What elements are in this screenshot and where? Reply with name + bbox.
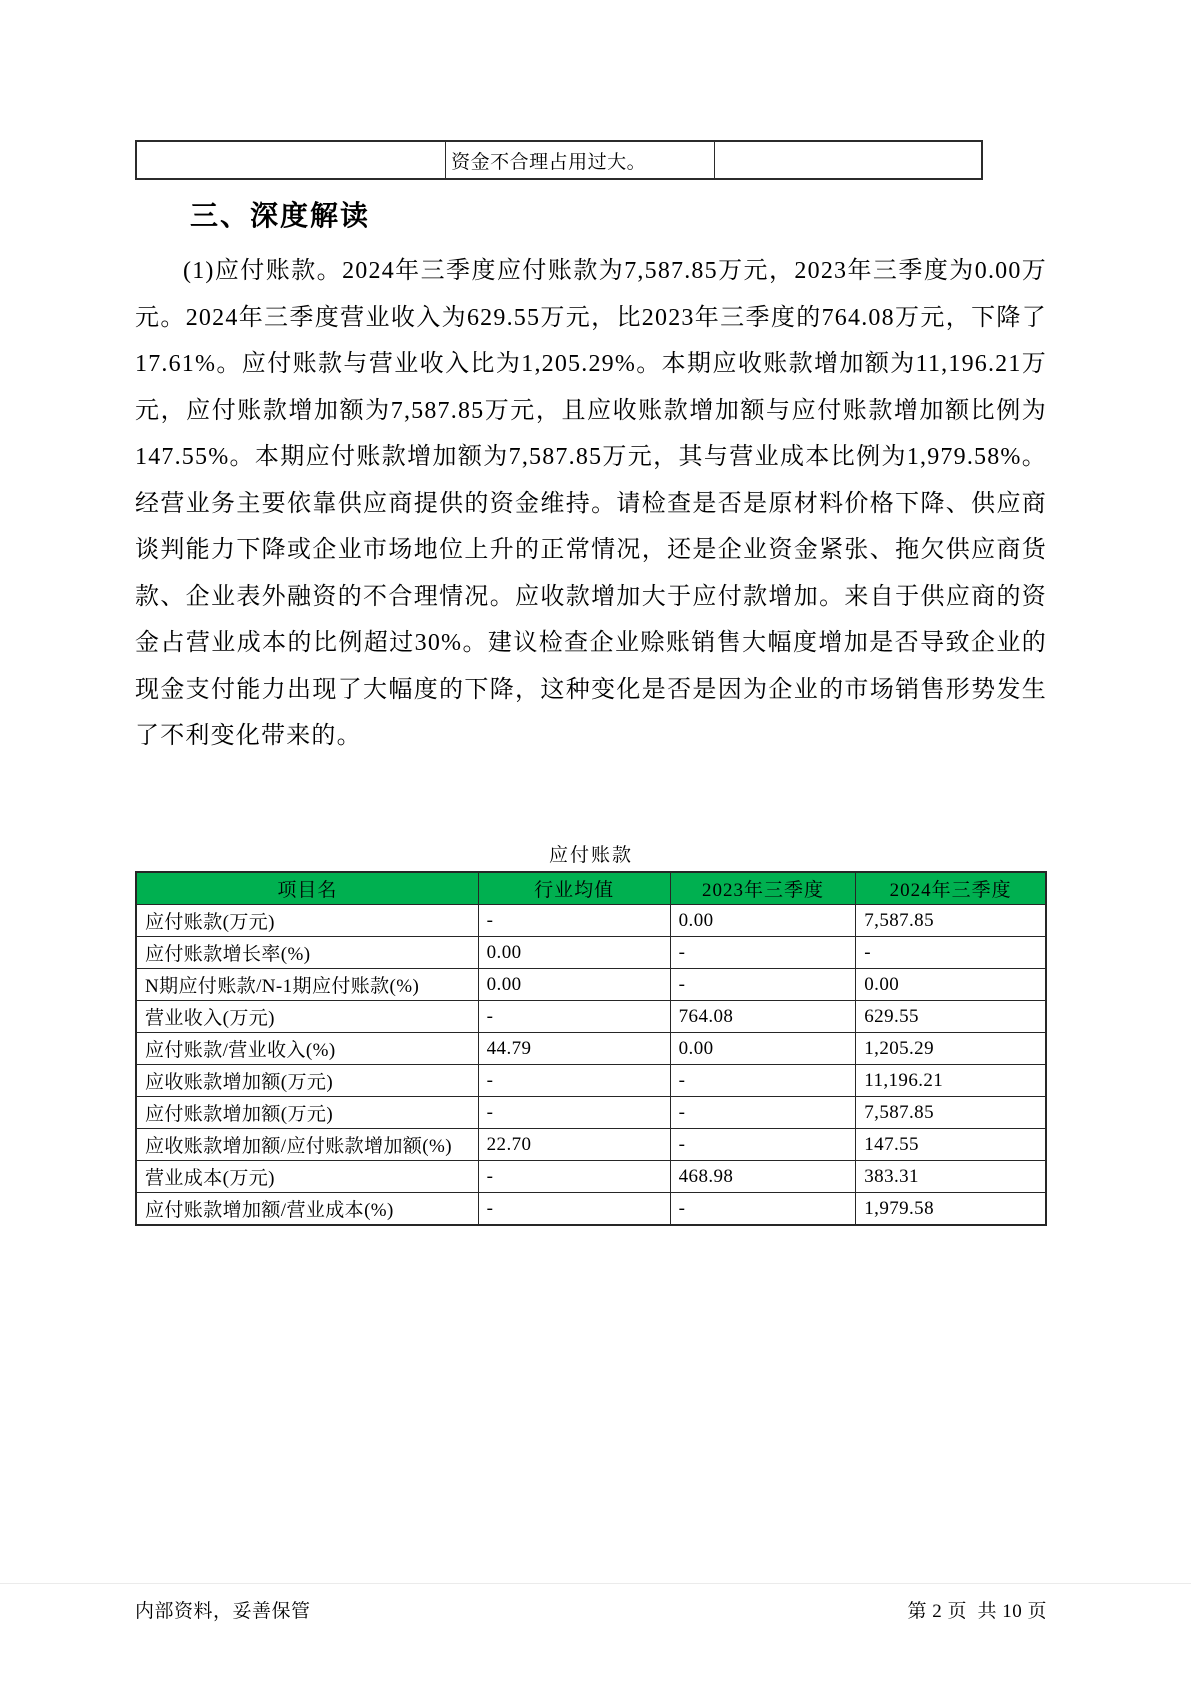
metric-name-cell: 营业成本(万元): [136, 1161, 478, 1193]
footer-page-number: 第 2 页 共 10 页: [907, 1601, 1047, 1622]
value-cell: 383.31: [856, 1161, 1046, 1193]
table-row: [136, 1065, 1046, 1097]
value-cell: 11,196.21: [856, 1065, 1046, 1097]
metric-name-cell: N期应付账款/N-1期应付账款(%): [136, 969, 478, 1001]
footer-divider: [0, 1583, 1191, 1584]
value-cell: 629.55: [856, 1001, 1046, 1033]
value-cell: -: [670, 1065, 856, 1097]
value-cell: 147.55: [856, 1129, 1046, 1161]
table-cell: 资金不合理占用过大。: [446, 141, 715, 179]
payables-table: [135, 871, 1047, 1226]
value-cell: -: [478, 1065, 670, 1097]
value-cell: -: [670, 969, 856, 1001]
table-row: [136, 1097, 1046, 1129]
value-cell: -: [670, 1129, 856, 1161]
value-cell: 7,587.85: [856, 1097, 1046, 1129]
value-cell: -: [670, 1097, 856, 1129]
value-cell: -: [670, 937, 856, 969]
value-cell: 0.00: [670, 1033, 856, 1065]
value-cell: 764.08: [670, 1001, 856, 1033]
table-row: [136, 1129, 1046, 1161]
metric-name-cell: 应付账款增加额(万元): [136, 1097, 478, 1129]
value-cell: -: [478, 1097, 670, 1129]
value-cell: -: [478, 905, 670, 937]
metric-name-cell: 应付账款/营业收入(%): [136, 1033, 478, 1065]
continued-table: [135, 140, 983, 180]
value-cell: -: [478, 1193, 670, 1226]
table-row: [136, 1161, 1046, 1193]
value-cell: 0.00: [856, 969, 1046, 1001]
table-header-row: [136, 872, 1046, 905]
value-cell: 22.70: [478, 1129, 670, 1161]
value-cell: 0.00: [478, 937, 670, 969]
section-heading: 三、深度解读: [190, 200, 371, 231]
payables-table-title: 应付账款: [548, 845, 633, 866]
value-cell: 44.79: [478, 1033, 670, 1065]
value-cell: 1,205.29: [856, 1033, 1046, 1065]
value-cell: -: [856, 937, 1046, 969]
table-row: [136, 1001, 1046, 1033]
metric-name-cell: 营业收入(万元): [136, 1001, 478, 1033]
table-row: [136, 1193, 1046, 1226]
value-cell: -: [670, 1193, 856, 1226]
footer: [135, 1596, 1047, 1623]
column-header-item: 项目名: [136, 872, 478, 905]
value-cell: 0.00: [478, 969, 670, 1001]
metric-name-cell: 应付账款增长率(%): [136, 937, 478, 969]
value-cell: 1,979.58: [856, 1193, 1046, 1226]
value-cell: 468.98: [670, 1161, 856, 1193]
column-header-2023q3: 2023年三季度: [670, 872, 856, 905]
table-row: [136, 969, 1046, 1001]
value-cell: 7,587.85: [856, 905, 1046, 937]
metric-name-cell: 应收账款增加额(万元): [136, 1065, 478, 1097]
table-row: [136, 937, 1046, 969]
table-row: [136, 1033, 1046, 1065]
column-header-industry-avg: 行业均值: [478, 872, 670, 905]
column-header-2024q3: 2024年三季度: [856, 872, 1046, 905]
analysis-paragraph: (1)应付账款。2024年三季度应付账款为7,587.85万元，2023年三季度为0.00万元。2024年三季度营业收入为629.55万元，比2023年三季度的764.08万元，下降了17.61%。应付账款与营业收入比为1,205.29%。本期应收账款增加额为11,196.21万元，应付账款增加额为7,587.85万元，且应收账款增加额与应付账款增加额比例为147.55%。本期应付账款增加额为7,587.85万元，其与营业成本比例为1,979.58%。经营业务主要依靠供应商提供的资金维持。请检查是否是原材料价格下降、供应商谈判能力下降或企业市场地位上升的正常情况，还是企业资金紧张、拖欠供应商货款、企业表外融资的不合理情况。应收款增加大于应付款增加。来自于供应商的资金占营业成本的比例超过30%。建议检查企业赊账销售大幅度增加是否导致企业的现金支付能力出现了大幅度的下降，这种变化是否是因为企业的市场销售形势发生了不利变化带来的。: [135, 258, 1047, 749]
footer-confidentiality-note: 内部资料，妥善保管: [135, 1601, 311, 1622]
metric-name-cell: 应付账款(万元): [136, 905, 478, 937]
value-cell: -: [478, 1001, 670, 1033]
value-cell: 0.00: [670, 905, 856, 937]
table-cell: [715, 141, 982, 179]
metric-name-cell: 应付账款增加额/营业成本(%): [136, 1193, 478, 1226]
value-cell: -: [478, 1161, 670, 1193]
metric-name-cell: 应收账款增加额/应付账款增加额(%): [136, 1129, 478, 1161]
table-row: [136, 141, 982, 179]
table-row: [136, 905, 1046, 937]
table-cell: [136, 141, 446, 179]
